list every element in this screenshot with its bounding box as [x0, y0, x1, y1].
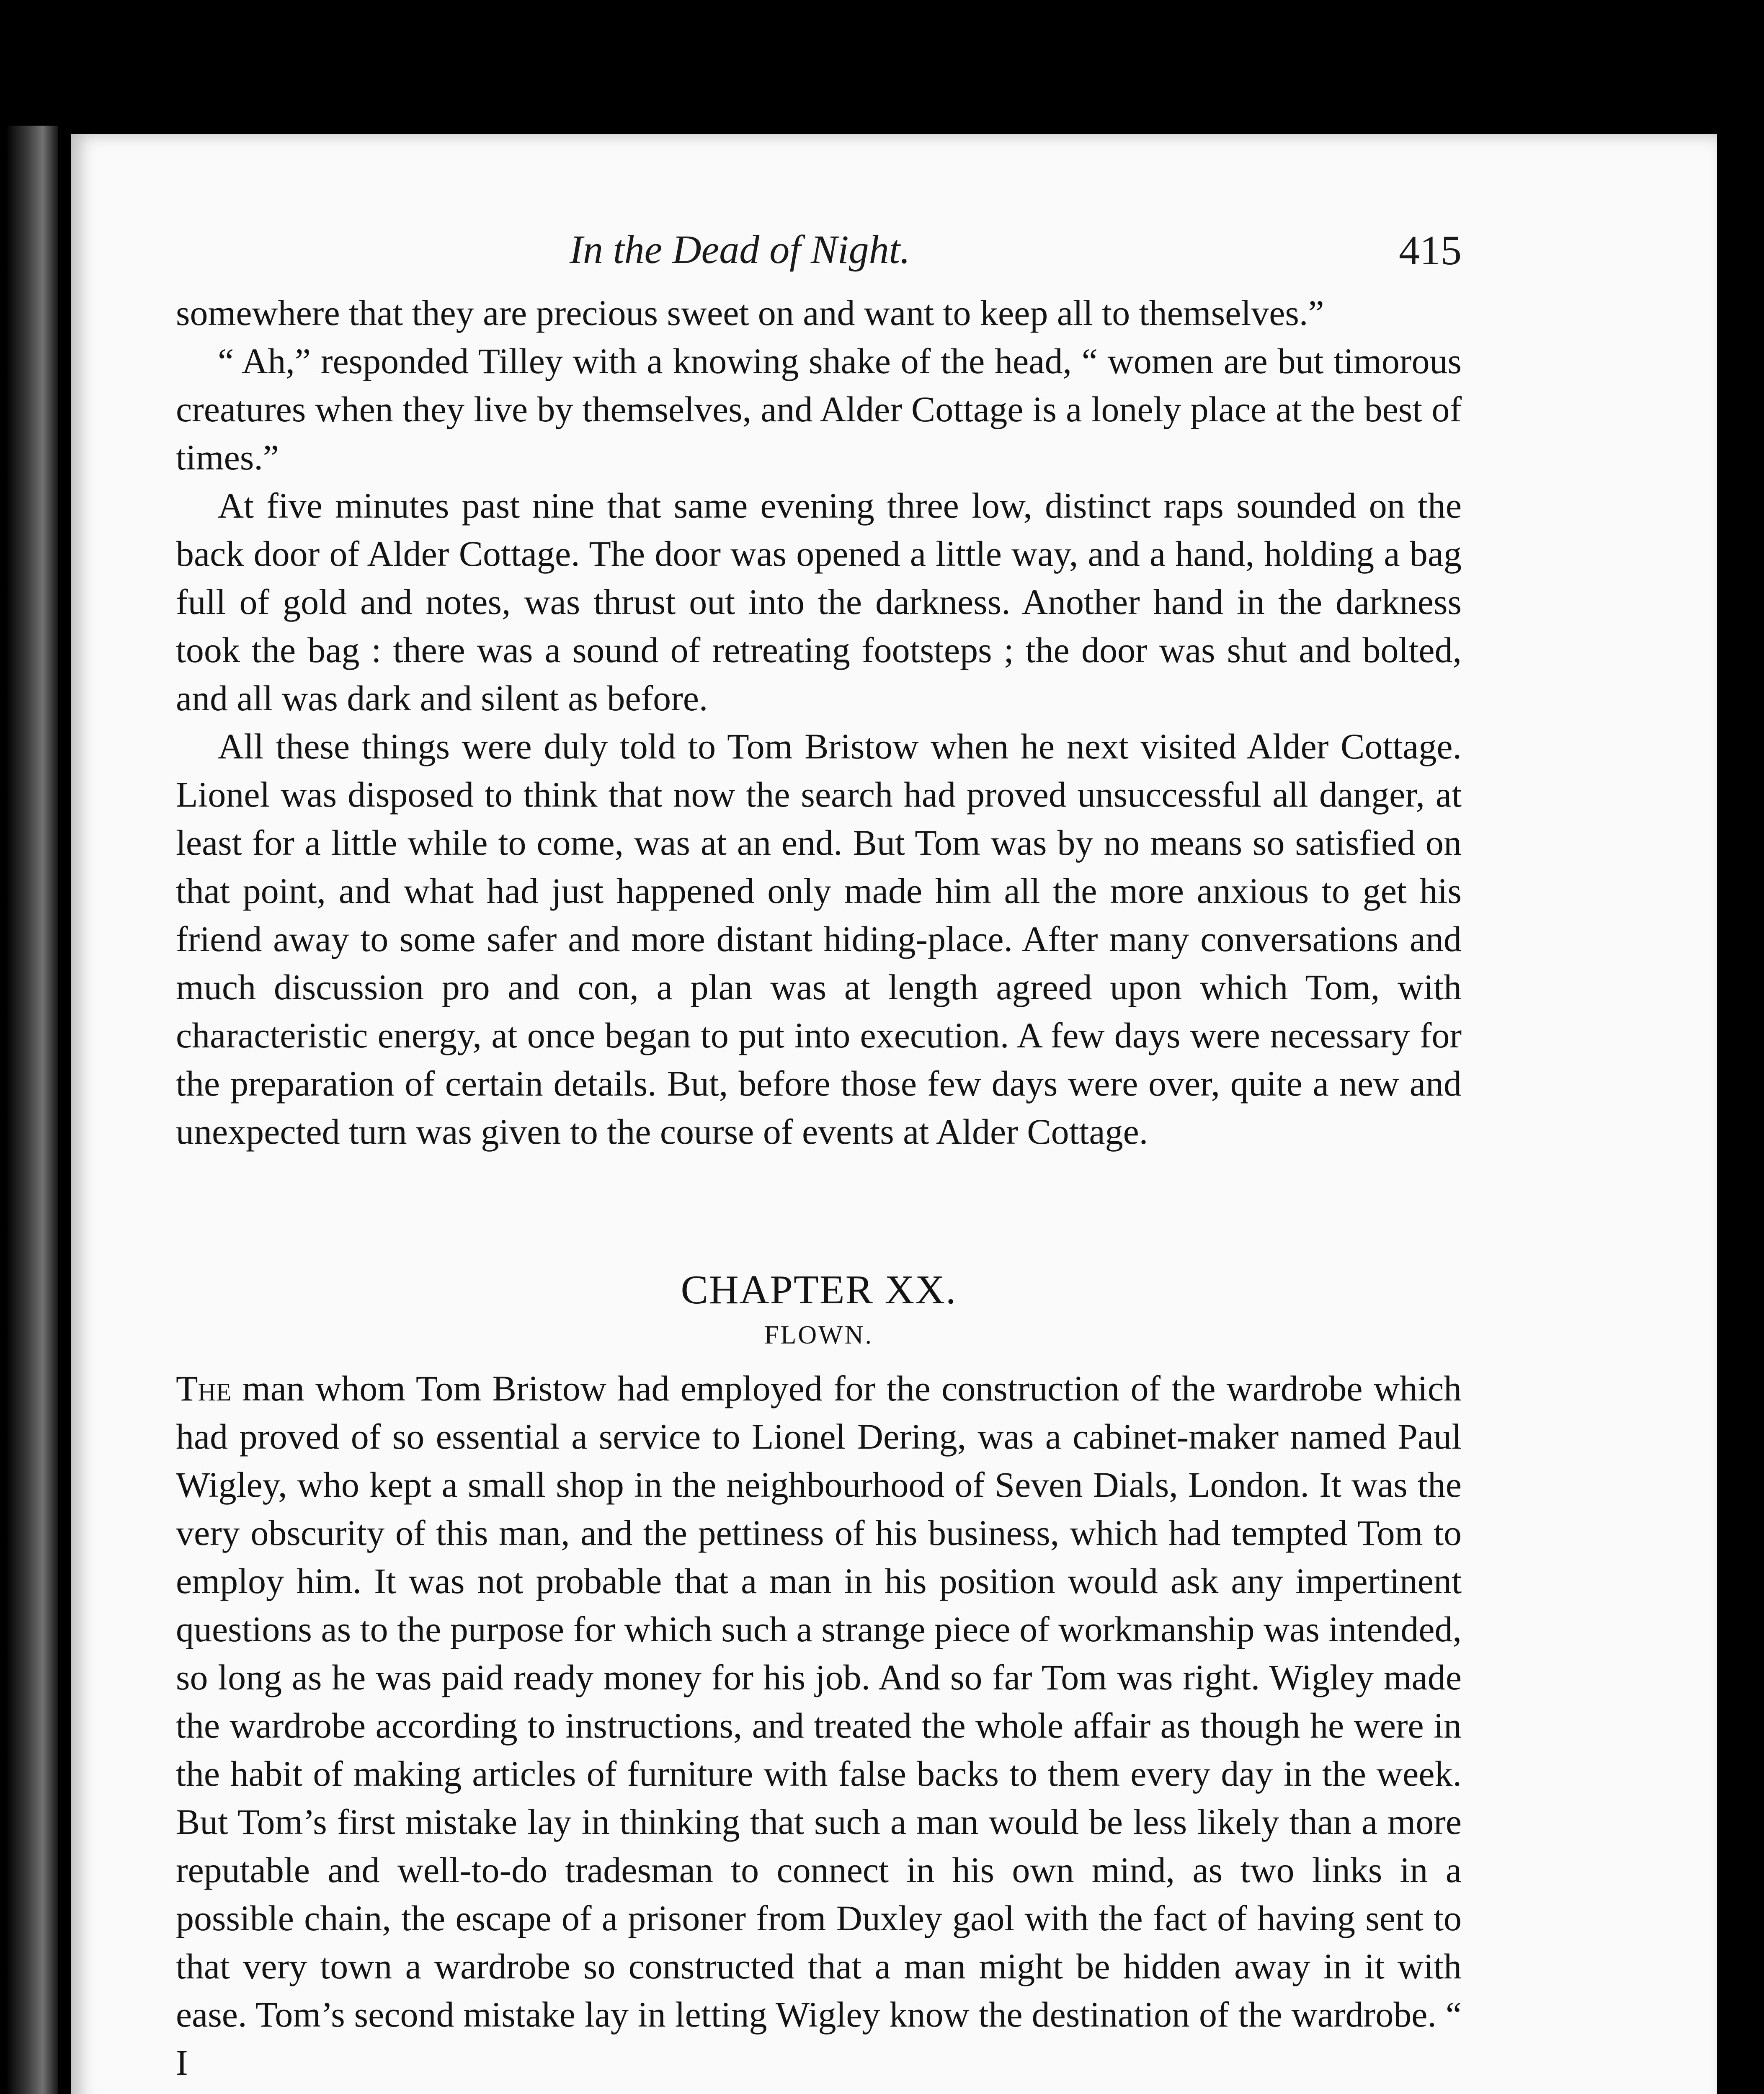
running-head [176, 226, 1462, 289]
previous-page-edge [8, 126, 58, 2094]
paragraph: “ Ah,” responded Tilley with a knowing shake of the head, “ women are but timorous creatures when they live by themselves, and Alder Cottage is a lonely place at the best of times.” [176, 341, 1462, 477]
page-number: 415 [1399, 227, 1462, 273]
paragraph: At five minutes past nine that same evening three low, distinct raps sounded on the back door of Alder Cottage. The door was opened a little way, and a hand, holding a bag full of gold and notes, was thrust out into the darkness. Another hand in the darkness took the bag : there was a sound of retreating footsteps ; the door was shut and bolted, and all was dark and silent as before. [176, 485, 1462, 718]
chapter-body-text [176, 1364, 1462, 2087]
page-content [176, 226, 1462, 2087]
book-page [71, 134, 1717, 2094]
paragraph: somewhere that they are precious sweet on and want to keep all to themselves.” [176, 293, 1324, 333]
paragraph: All these things were duly told to Tom Bristow when he next visited Alder Cottage. Lionel was disposed to think that now the search had proved unsuccessful all danger, at least for a little while to come, was at an end. But Tom was by no means so satisfied on that point, and what had just happened only made him all the more anxious to get his friend away to some safer and more distant hiding-place. After many conversations and much discussion pro and con, a plan was at length agreed upon which Tom, with characteristic energy, at once began to put into execution. A few days were necessary for the preparation of certain details. But, before those few days were over, quite a new and unexpected turn was given to the course of events at Alder Cottage. [176, 726, 1462, 1152]
chapter-heading: CHAPTER XX. [681, 1267, 957, 1313]
body-text [176, 289, 1462, 1156]
running-head-title: In the Dead of Night. [570, 227, 910, 272]
paragraph [176, 1364, 1462, 2087]
chapter-paragraph-body: man whom Tom Bristow had employed for the construction of the wardrobe which had proved of so essential a service to Lionel Dering, was a cabinet-maker named Paul Wigley, who kept a small shop in the neighbourhood of Seven Dials, London. It was the very obscurity of this man, and the pettiness of his business, which had tempted Tom to employ him. It was not probable that a man in his position would ask any impertinent questions as to the purpose for which such a strange piece of workmanship was intended, so long as he was paid ready money for his job. And so far Tom was right. Wigley made the wardrobe according to instructions, and treated the whole affair as though he were in the habit of making articles of furniture with false backs to them every day in the week. But Tom’s first mistake lay in thinking that such a man would be less likely than a more reputable and well-to-do tradesman to connect in his own mind, as two links in a possible chain, the escape of a prisoner from Duxley gaol with the fact of having sent to that very town a wardrobe so constructed that a man might be hidden away in it with ease. Tom’s second mistake lay in letting Wigley know the destination of the wardrobe. “ I [176, 1368, 1462, 2083]
chapter-subtitle: FLOWN. [764, 1321, 873, 1349]
chapter-lead-word: The [176, 1368, 232, 1408]
